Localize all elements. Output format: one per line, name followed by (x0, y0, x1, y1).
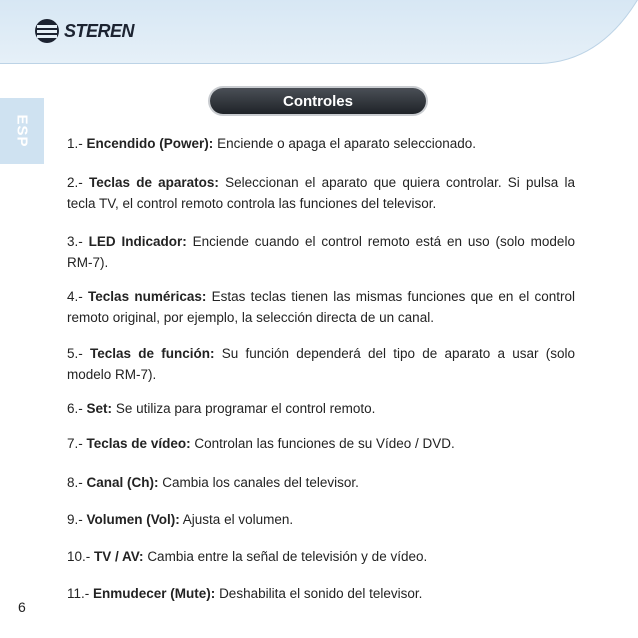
item-description: Cambia entre la señal de televisión y de vídeo. (147, 549, 428, 564)
list-item (67, 583, 575, 604)
item-number: 11.- (67, 586, 90, 601)
item-term: Canal (Ch): (86, 475, 159, 490)
brand-name: STEREN (64, 20, 135, 41)
item-number: 9.- (67, 512, 83, 527)
item-description: Controlan las funciones de su Vídeo / DVD. (194, 436, 455, 451)
item-number: 10.- (67, 549, 91, 564)
item-number: 5.- (67, 346, 83, 361)
item-description: Seleccionan el aparato que quiera controlar. Si pulsa la tecla TV, el control remoto controla las funciones del televisor. (67, 175, 575, 211)
item-description: Deshabilita el sonido del televisor. (219, 586, 423, 601)
item-term: Teclas numéricas: (88, 289, 207, 304)
item-description: Se utiliza para programar el control remoto. (115, 401, 376, 416)
steren-logo-icon (34, 18, 60, 44)
list-item (67, 231, 575, 273)
item-term: Encendido (Power): (86, 136, 214, 151)
language-label: ESP (13, 114, 31, 148)
page-number: 6 (18, 599, 26, 615)
item-term: Enmudecer (Mute): (93, 586, 216, 601)
list-item (67, 133, 575, 154)
item-description: Estas teclas tienen las mismas funciones que en el control remoto original, por ejemplo, la selección directa de un canal. (67, 289, 575, 325)
item-description: Enciende cuando el control remoto está en uso (solo modelo RM-7). (67, 234, 575, 270)
item-number: 2.- (67, 175, 83, 190)
item-term: Volumen (Vol): (86, 512, 180, 527)
item-number: 1.- (67, 136, 83, 151)
item-description: Cambia los canales del televisor. (162, 475, 359, 490)
list-item (67, 343, 575, 385)
item-number: 7.- (67, 436, 83, 451)
item-term: Teclas de función: (90, 346, 215, 361)
list-item (67, 286, 575, 328)
item-description: Ajusta el volumen. (182, 512, 294, 527)
item-number: 3.- (67, 234, 83, 249)
section-title: Controles (282, 92, 353, 110)
brand-logo (34, 18, 134, 44)
item-number: 8.- (67, 475, 83, 490)
section-title-pill (210, 88, 426, 114)
item-term: Teclas de vídeo: (86, 436, 191, 451)
list-item (67, 472, 575, 493)
item-term: Set: (86, 401, 113, 416)
list-item (67, 398, 575, 419)
list-item (67, 546, 575, 567)
list-item (67, 509, 575, 530)
item-number: 4.- (67, 289, 83, 304)
item-term: TV / AV: (94, 549, 144, 564)
item-term: Teclas de aparatos: (88, 175, 219, 190)
item-term: LED Indicador: (88, 234, 187, 249)
list-item (67, 433, 575, 454)
item-number: 6.- (67, 401, 83, 416)
list-item (67, 172, 575, 214)
item-description: Enciende o apaga el aparato seleccionado. (217, 136, 477, 151)
item-description: Su función dependerá del tipo de aparato a usar (solo modelo RM-7). (67, 346, 575, 382)
